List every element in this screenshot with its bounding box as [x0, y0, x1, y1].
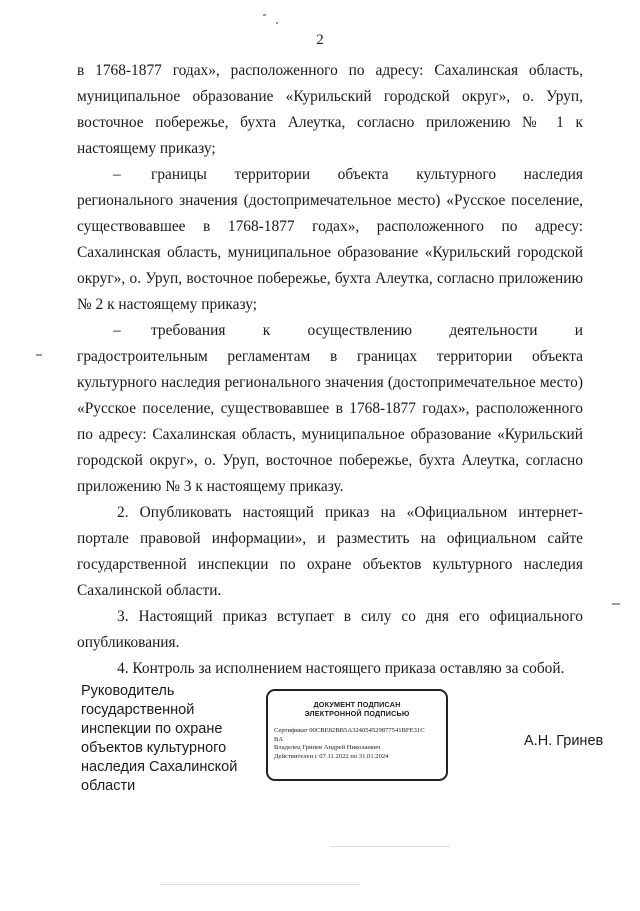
signer-title-line: государственной	[81, 702, 195, 718]
stamp-heading: ЭЛЕКТРОННОЙ ПОДПИСЬЮ	[304, 709, 410, 718]
document-body	[77, 58, 583, 682]
stamp-certificate: Сертификат 00CBE82BB5A324054529877541BFE31C	[274, 727, 425, 734]
paragraph-text: в 1768-1877 годах», расположенного по адресу: Сахалинская область, муниципальное образование «Курильский городской округ», о. Уруп, восточное побережье, бухта Алеутка, согласно приложению № 1 к настоящему приказу;	[77, 62, 583, 157]
scan-speck	[330, 846, 450, 847]
electronic-signature-stamp	[266, 689, 448, 781]
signer-title	[81, 682, 261, 796]
signer-title-line: объектов культурного	[81, 740, 227, 756]
paragraph-text: 3. Настоящий приказ вступает в силу со дня его официального опубликования.	[77, 608, 583, 651]
stamp-heading: ДОКУМЕНТ ПОДПИСАН	[313, 700, 401, 709]
page-number: 2	[316, 32, 324, 48]
signer-title-line: инспекции по охране	[81, 721, 223, 737]
stamp-owner: Владелец Гринев Андрей Николаевич	[274, 744, 381, 751]
signer-title-line: области	[81, 778, 136, 794]
paragraph-dash-item	[77, 318, 583, 500]
paragraph-continuation	[77, 58, 583, 162]
scan-speck	[263, 14, 266, 16]
scan-speck	[160, 884, 360, 885]
paragraph-item-3	[77, 604, 583, 656]
signer-title-line: Руководитель	[81, 683, 175, 699]
paragraph-text: требования к осуществлению деятельности и градостроительным регламентам в границах территории объекта культурного наследия регионального значения (достопримечательное место) «Русское поселение, существовавшее в 1768-1877 годах», расположенного по адресу: Сахалинская область, муниципальное образование «Курильский городской округ», о. Уруп, восточное побережье, бухта Алеутка, согласно приложению № 3 к настоящему приказу.	[77, 322, 583, 495]
paragraph-item-4	[77, 656, 583, 682]
paragraph-text: 4. Контроль за исполнением настоящего приказа оставляю за собой.	[117, 660, 565, 677]
stamp-certificate: BA	[274, 735, 284, 743]
scan-speck	[612, 603, 620, 605]
paragraph-dash-item	[77, 162, 583, 318]
paragraph-text: 2. Опубликовать настоящий приказ на «Официальном интернет- портале правовой информации», и разместить на официальном сайте государственной инспекции по охране объектов культурного наследия Сахалинской области.	[77, 504, 583, 599]
stamp-validity: Действителен с 07.11.2022 по 31.01.2024	[274, 752, 389, 760]
paragraph-text: границы территории объекта культурного наследия регионального значения (достопримечательное место) «Русское поселение, существовавшее в 1768-1877 годах», расположенного по адресу: Сахалинская область, муниципальное образование «Курильский городской округ», о. Уруп, восточное побережье, бухта Алеутка, согласно приложению № 2 к настоящему приказу;	[77, 166, 583, 313]
dash-marker: –	[113, 322, 121, 339]
scan-speck	[36, 354, 42, 356]
signer-name: А.Н. Гринев	[524, 733, 604, 749]
dash-marker: –	[113, 166, 121, 183]
scan-speck	[276, 22, 278, 24]
signer-title-line: наследия Сахалинской	[81, 759, 238, 775]
paragraph-item-2	[77, 500, 583, 604]
